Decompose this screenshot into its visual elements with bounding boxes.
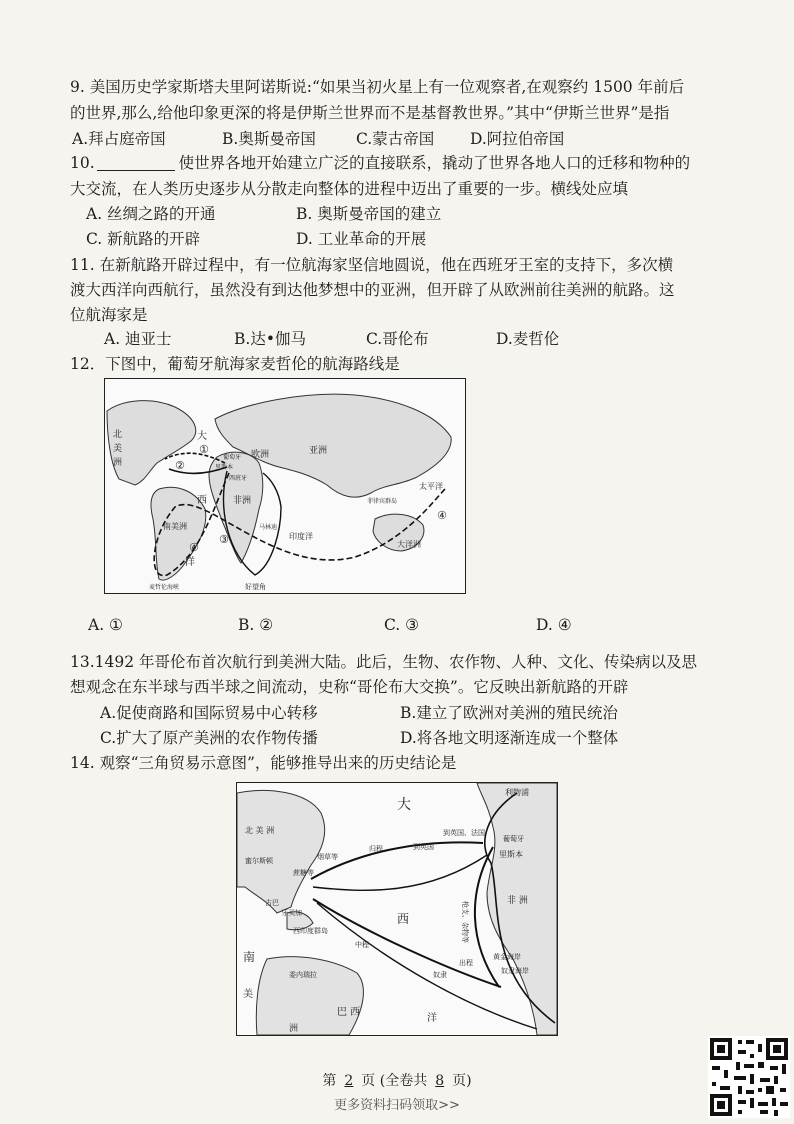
q10-stem-line1: [70, 152, 690, 174]
q12-option-b[interactable]: B. ②: [238, 616, 274, 634]
q13-stem-line1: 13.1492 年哥伦布首次航行到美洲大陆。此后，生物、农作物、人种、文化、传染病以及思: [70, 653, 698, 671]
svg-text:大: 大: [197, 431, 207, 442]
svg-text:大洋洲: 大洋洲: [397, 540, 421, 549]
svg-text:美: 美: [113, 444, 123, 454]
footer-prefix: 第: [322, 1073, 337, 1089]
q12-option-c[interactable]: C. ③: [384, 616, 420, 634]
q10-number: 10.: [70, 154, 95, 172]
q11-stem-line1: 11. 在新航路开辟过程中，有一位航海家坚信地圆说，他在西班牙王室的支持下，多次横: [70, 256, 674, 274]
q9-option-c[interactable]: C.蒙古帝国: [356, 130, 435, 148]
footer-suffix: 页): [452, 1073, 472, 1089]
q12-option-d[interactable]: D. ④: [536, 616, 572, 634]
q10-stem-text: 使世界各地开始建立广泛的直接联系，撬动了世界各地人口的迁移和物种的: [178, 154, 691, 172]
svg-text:亚洲: 亚洲: [309, 446, 328, 456]
q9-option-d[interactable]: D.阿拉伯帝国: [470, 130, 565, 148]
svg-text:洲: 洲: [113, 458, 123, 468]
svg-text:到英国、法国: 到英国、法国: [443, 829, 485, 837]
svg-text:美: 美: [243, 989, 253, 1000]
q12-option-a[interactable]: A. ①: [88, 616, 123, 634]
svg-text:好望角: 好望角: [245, 583, 266, 591]
svg-text:里斯本: 里斯本: [499, 850, 523, 859]
q9-stem-line2: 的世界,那么,给他印象更深的将是伊斯兰世界而不是基督教世界。”其中“伊斯兰世界”是指: [70, 104, 670, 122]
q11-option-b[interactable]: B.达•伽马: [234, 330, 306, 348]
q11-stem-line3: 位航海家是: [70, 306, 148, 324]
svg-text:黄金海岸: 黄金海岸: [493, 953, 521, 961]
svg-text:委内瑞拉: 委内瑞拉: [289, 971, 317, 979]
svg-text:西印度群岛: 西印度群岛: [293, 927, 328, 935]
q10-blank: [97, 154, 175, 171]
svg-text:奴隶: 奴隶: [433, 971, 447, 979]
page-footer: [0, 1070, 794, 1090]
svg-text:蜜尔斯顿: 蜜尔斯顿: [245, 857, 273, 865]
svg-text:西: 西: [197, 495, 207, 506]
q12-stem: 12．下图中，葡萄牙航海家麦哲伦的航海路线是: [70, 355, 400, 373]
svg-text:葡萄牙: 葡萄牙: [223, 454, 242, 461]
svg-text:④: ④: [189, 541, 199, 554]
q9-option-b[interactable]: B.奥斯曼帝国: [222, 130, 316, 148]
svg-text:西班牙: 西班牙: [229, 475, 248, 482]
svg-text:归程: 归程: [369, 845, 383, 853]
q10-option-c[interactable]: C. 新航路的开辟: [86, 230, 201, 248]
triangle-trade-figure: [237, 783, 557, 1035]
svg-text:北 美 洲: 北 美 洲: [245, 826, 275, 835]
svg-text:大: 大: [397, 797, 411, 813]
footer-mid: 页 (全卷共: [361, 1073, 428, 1089]
q9-option-a[interactable]: A.拜占庭帝国: [72, 130, 166, 148]
q11-stem-line2: 渡大西洋向西航行，虽然没有到达他梦想中的亚洲，但开辟了从欧洲前往美洲的航路。这: [70, 281, 675, 299]
svg-text:印度洋: 印度洋: [289, 532, 313, 541]
svg-text:古巴: 古巴: [265, 899, 279, 907]
svg-text:非 洲: 非 洲: [507, 896, 528, 906]
svg-text:麦哲伦海峡: 麦哲伦海峡: [149, 584, 180, 591]
q11-option-c[interactable]: C.哥伦布: [366, 330, 429, 348]
svg-text:②: ②: [175, 459, 185, 472]
q13-option-b[interactable]: B.建立了欧洲对美洲的殖民统治: [400, 704, 618, 722]
svg-text:烟草等: 烟草等: [317, 853, 338, 861]
svg-text:中程: 中程: [355, 941, 369, 949]
svg-text:洋: 洋: [427, 1013, 437, 1024]
world-map-figure: [105, 379, 465, 593]
q10-stem-line2: 大交流，在人类历史逐步从分散走向整体的进程中迈出了重要的一步。横线处应填: [70, 180, 629, 198]
qr-code-icon: [708, 1036, 790, 1118]
svg-text:洲: 洲: [289, 1024, 299, 1034]
svg-text:①: ①: [199, 443, 209, 456]
triangle-trade-map: [236, 782, 558, 1036]
svg-text:③: ③: [219, 533, 229, 546]
footer-page-number: 2: [344, 1073, 354, 1089]
qr-code[interactable]: [708, 1036, 790, 1118]
q11-option-a[interactable]: A. 迪亚士: [104, 330, 172, 348]
svg-text:巴 西: 巴 西: [337, 1007, 361, 1018]
svg-text:到英国: 到英国: [413, 843, 434, 851]
magellan-route-map: [104, 378, 466, 594]
svg-text:马林迪: 马林迪: [259, 524, 278, 531]
q13-stem-line2: 想观念在东半球与西半球之间流动，史称“哥伦布大交换”。它反映出新航路的开辟: [70, 678, 629, 696]
q13-option-c[interactable]: C.扩大了原产美洲的农作物传播: [100, 729, 318, 747]
svg-text:洋: 洋: [185, 557, 195, 568]
q9-stem-line1: 9. 美国历史学家斯塔夫里阿诺斯说:“如果当初火星上有一位观察者,在观察约 1500 年前后: [70, 78, 685, 96]
svg-text:欧洲: 欧洲: [251, 450, 270, 460]
footer-total-pages: 8: [435, 1073, 445, 1089]
q10-option-a[interactable]: A. 丝绸之路的开通: [86, 205, 216, 223]
q13-option-a[interactable]: A.促使商路和国际贸易中心转移: [100, 704, 318, 722]
q10-option-d[interactable]: D. 工业革命的开展: [296, 230, 427, 248]
svg-text:蔗糖等: 蔗糖等: [293, 869, 314, 877]
q11-option-d[interactable]: D.麦哲伦: [496, 330, 560, 348]
svg-text:南: 南: [243, 950, 256, 964]
svg-text:利物浦: 利物浦: [505, 788, 529, 797]
svg-text:南美洲: 南美洲: [163, 522, 187, 531]
q10-option-b[interactable]: B. 奥斯曼帝国的建立: [296, 205, 442, 223]
q13-option-d[interactable]: D.将各地文明逐渐连成一个整体: [400, 729, 619, 747]
svg-text:枪支、杂物等: 枪支、杂物等: [461, 901, 469, 943]
svg-text:④: ④: [437, 509, 447, 522]
svg-text:太平洋: 太平洋: [419, 482, 443, 491]
svg-text:菲律宾群岛: 菲律宾群岛: [367, 498, 398, 505]
svg-text:奴隶海岸: 奴隶海岸: [501, 967, 529, 975]
svg-text:葡萄牙: 葡萄牙: [503, 835, 524, 843]
more-resources-link[interactable]: 更多资料扫码领取>>: [334, 1098, 460, 1113]
svg-text:出程: 出程: [459, 959, 473, 967]
svg-text:牙买加: 牙买加: [281, 909, 302, 917]
svg-text:里斯本: 里斯本: [215, 464, 234, 471]
q14-stem: 14. 观察“三角贸易示意图”，能够推导出来的历史结论是: [70, 754, 457, 772]
svg-text:非洲: 非洲: [233, 496, 252, 506]
svg-text:北: 北: [113, 430, 123, 440]
svg-text:西: 西: [397, 912, 410, 926]
